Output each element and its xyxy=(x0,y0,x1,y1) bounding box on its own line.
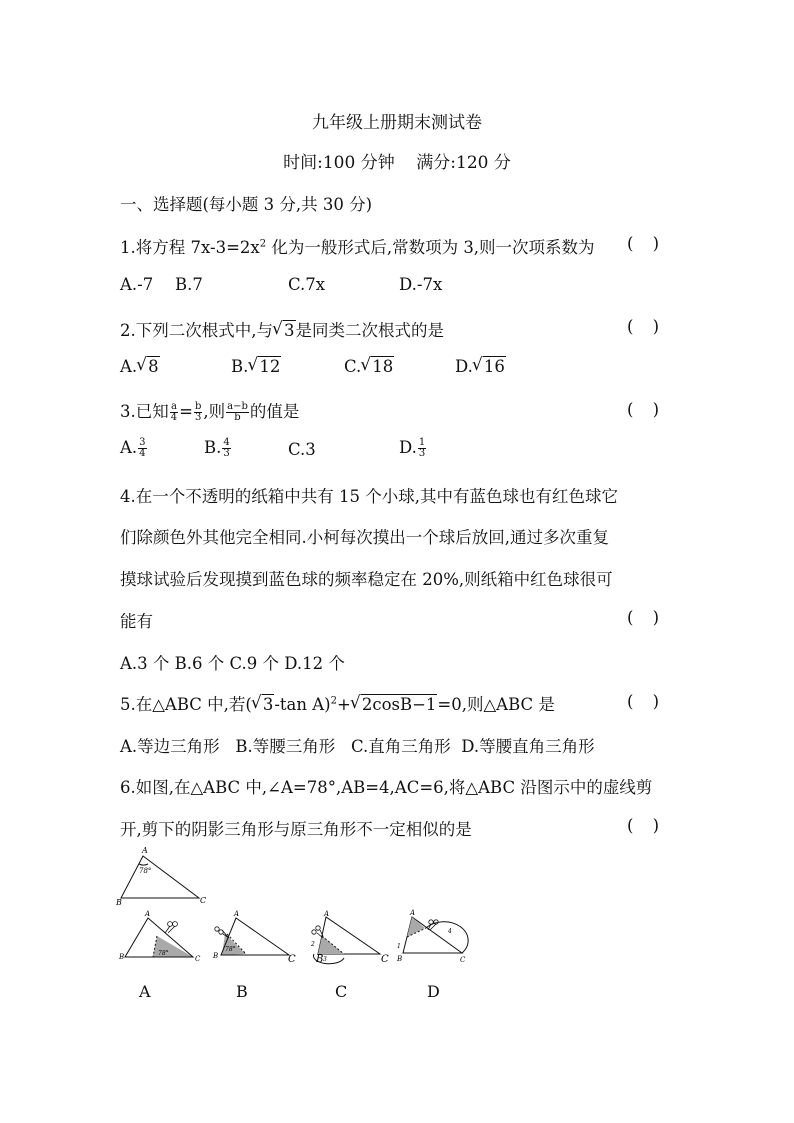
figure-label-a: A xyxy=(139,982,151,1001)
fraction-a-4: $\frac{a}{4}$ xyxy=(170,401,178,423)
q3-option-c: C.3 xyxy=(288,440,316,459)
q2-option-a: A.√ 8 xyxy=(120,357,160,376)
question-4-line-3: 摸球试验后发现摸到蓝色球的频率稳定在 20%,则纸箱中红色球很可 xyxy=(120,570,613,589)
q1-option-a: A.-7 xyxy=(120,275,154,294)
q4-options: A.3 个 B.6 个 C.9 个 D.12 个 xyxy=(120,654,345,673)
vertex-label: B xyxy=(213,952,219,960)
question-4-line-2: 们除颜色外其他完全相同.小柯每次摸出一个球后放回,通过多次重复 xyxy=(120,528,609,547)
angle-label: 78° xyxy=(225,946,236,953)
q1-text: 1.将方程 7x-3=2x xyxy=(120,238,260,257)
q2-text: 2.下列二次根式中,与 xyxy=(120,321,273,340)
scissors-icon xyxy=(312,926,323,938)
answer-paren-5: ( ) xyxy=(627,692,660,711)
vertex-label: C xyxy=(288,954,296,965)
figure-label-c: C xyxy=(335,982,348,1001)
q2-text-end: 是同类二次根式的是 xyxy=(295,321,444,340)
q3-option-b: B. $\frac{4}{3}$ xyxy=(204,437,230,459)
sqrt-symbol: √ 2cosB−1 xyxy=(351,695,438,714)
vertex-label: C xyxy=(381,954,389,965)
q1-option-c: C.7x xyxy=(288,275,326,294)
vertex-label: C xyxy=(200,896,207,905)
scissors-icon xyxy=(215,927,229,938)
length-label: 2 xyxy=(311,941,315,948)
vertex-label: A xyxy=(142,846,148,855)
question-5: 5.在△ABC 中,若(√ 3-tan A)$^2$+√ 2cosB−1=0,则△ABC 是 xyxy=(120,691,555,715)
q2-option-d: D.√ 16 xyxy=(455,357,506,376)
vertex-label: A xyxy=(234,910,240,918)
q2-radicand: 3 xyxy=(284,321,295,340)
vertex-label: B xyxy=(119,953,125,961)
sqrt-symbol: √ 3 xyxy=(252,695,275,714)
answer-paren-4: ( ) xyxy=(627,608,660,627)
question-4-line-1: 4.在一个不透明的纸箱中共有 15 个小球,其中有蓝色球也有红色球它 xyxy=(120,487,618,506)
q2-option-b: B.√ 12 xyxy=(231,357,281,376)
q5-options: A.等边三角形 B.等腰三角形 C.直角三角形 D.等腰直角三角形 xyxy=(120,737,595,756)
answer-paren-6: ( ) xyxy=(627,816,660,835)
question-6-line-2: 开,剪下的阴影三角形与原三角形不一定相似的是 xyxy=(120,820,472,839)
vertex-label: C xyxy=(460,956,466,964)
fraction-a-minus-b-over-b: $\frac{a-b}{b}$ xyxy=(227,401,248,423)
question-4-line-4: 能有 xyxy=(120,612,153,631)
q2-option-c: C.√ 18 xyxy=(344,357,394,376)
answer-paren-3: ( ) xyxy=(627,400,660,419)
figure-label-d: D xyxy=(427,982,440,1001)
q3-option-a: A. $\frac{3}{4}$ xyxy=(120,437,146,459)
angle-label: 78° xyxy=(139,867,152,875)
angle-label: 78° xyxy=(158,950,169,957)
answer-paren-2: ( ) xyxy=(627,317,660,336)
q3-option-d: D. $\frac{1}{3}$ xyxy=(399,437,426,459)
vertex-label: A xyxy=(410,909,416,917)
page-title: 九年级上册期末测试卷 xyxy=(312,113,482,133)
question-6-line-1: 6.如图,在△ABC 中,∠A=78°,AB=4,AC=6,将△ABC 沿图示中的虚线剪 xyxy=(120,778,653,797)
q1-sup: 2 xyxy=(259,238,267,250)
vertex-label: A xyxy=(145,910,151,918)
length-label: 3 xyxy=(323,956,327,963)
vertex-label: B xyxy=(116,898,122,907)
exam-info: 时间:100 分钟 满分:120 分 xyxy=(283,153,511,173)
section-heading: 一、选择题(每小题 3 分,共 30 分) xyxy=(120,195,373,214)
vertex-label: B xyxy=(316,954,324,965)
vertex-label: C xyxy=(195,955,201,963)
scissors-icon xyxy=(165,922,177,933)
answer-paren-1: ( ) xyxy=(627,234,660,253)
main-triangle xyxy=(121,856,199,898)
option-d-triangle xyxy=(403,917,468,953)
length-label: 4 xyxy=(448,928,452,935)
q1-option-b: B.7 xyxy=(175,275,203,294)
figure-label-b: B xyxy=(236,982,248,1001)
length-label: 1 xyxy=(397,943,401,950)
q1-option-d: D.-7x xyxy=(399,275,443,294)
q1-text-end: 化为一般形式后,常数项为 3,则一次项系数为 xyxy=(266,238,595,257)
vertex-label: B xyxy=(397,955,403,963)
question-3: 3.已知 $\frac{a}{4}$ = $\frac{b}{3}$ ,则 $\frac{a-b}{b}$ 的值是 xyxy=(120,401,300,423)
fraction-b-3: $\frac{b}{3}$ xyxy=(194,401,202,423)
vertex-label: A xyxy=(324,910,330,918)
